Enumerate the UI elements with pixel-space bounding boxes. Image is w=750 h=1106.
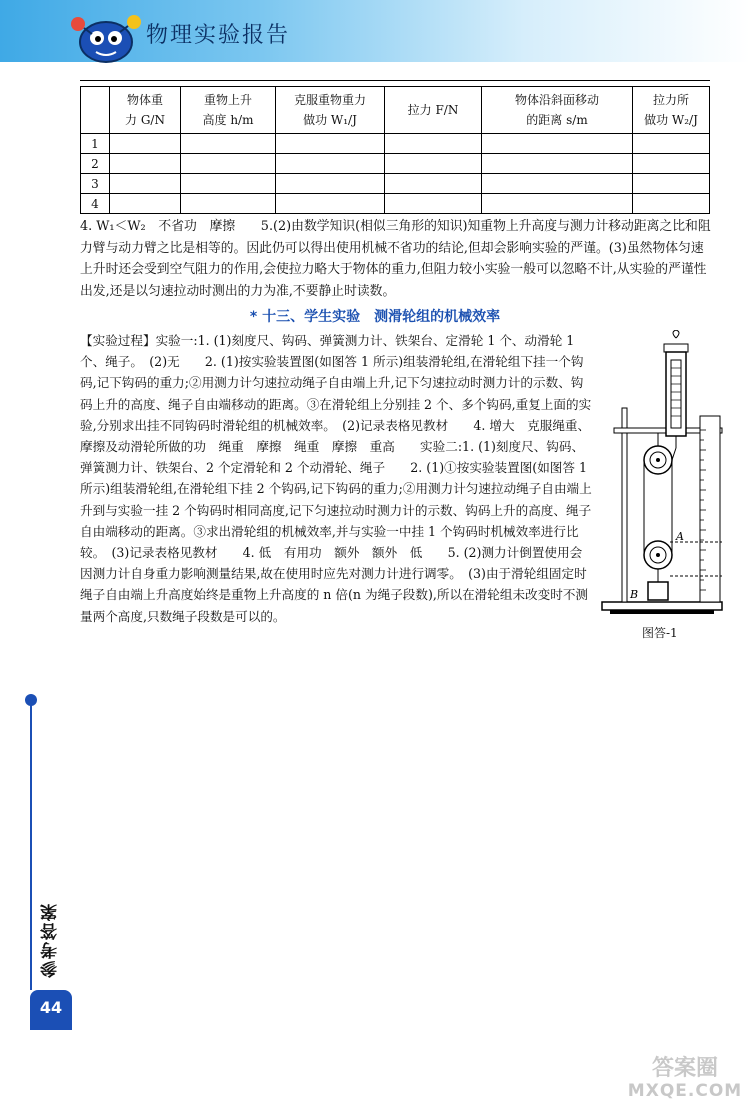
page-header-title: 物理实验报告: [146, 23, 291, 48]
page-number: 44: [39, 998, 63, 1017]
watermark-url: MXQE.COM: [627, 1081, 743, 1101]
table-header-label: 克服重物重力 做功 W₁/J: [293, 93, 366, 127]
mascot-logo: [66, 6, 148, 68]
sidebar-line: [30, 700, 32, 990]
table-header-cell: [633, 87, 710, 134]
table-row: [81, 154, 710, 174]
table-header-cell: [110, 87, 181, 134]
row-number: 2: [81, 154, 110, 174]
row-number: 3: [81, 174, 110, 194]
table-header-label: 物体沿斜面移动 的距离 s/m: [514, 93, 599, 127]
table-row: [81, 194, 710, 214]
table-header-cell: [385, 87, 482, 134]
table-header-label: 重物上升 高度 h/m: [202, 93, 254, 127]
table-header-cell: [181, 87, 276, 134]
row-number: 1: [81, 134, 110, 154]
figure-caption: 图答-1: [642, 626, 678, 640]
table-header-cell: [276, 87, 385, 134]
answer-paragraph-1: 4. W₁＜W₂ 不省功 摩擦 5.(2)由数学知识(相似三角形的知识)知重物上升高度与测力计移动距离之比和阻力臂与动力臂之比是相等的。因此仍可以得出使用机械不省功的结论,但却会影响实验的严谨。(3)虽然物体匀速上升时还会受到空气阻力的作用,会使拉力略大于物体的重力,但阻力较小实验一般可以忽略不计,从实验的严谨性出发,还是以匀速拉动时测出的力为准,不要静止时读数。: [80, 219, 711, 299]
watermark: [620, 1058, 750, 1102]
table-header-cell: [482, 87, 633, 134]
figure-label-b: B: [630, 588, 639, 601]
table-header-row: [81, 87, 710, 134]
header-rule: [80, 80, 710, 81]
table-header-label: 拉力 F/N: [407, 103, 459, 117]
table-header-label: 物体重 力 G/N: [125, 93, 165, 127]
data-table: [80, 86, 710, 214]
table-header-label: 拉力所 做功 W₂/J: [644, 93, 698, 127]
answer-paragraph-2: 【实验过程】实验一:1. (1)刻度尺、钩码、弹簧测力计、铁架台、定滑轮 1 个、动滑轮 1 个、绳子。 (2)无 2. (1)按实验装置图(如图答 1 所示)组装滑轮组,在滑轮组下挂一个钩码,记下钩码的重力;②用测力计匀速拉动绳子自由端上升,记下匀速拉动时测力计的示数、钩码上升的高度、绳子自由端移动的距离。③在滑轮组上分别挂 2 个、多个钩码,重复上面的实验,分别求出挂不同钩码时滑轮组的机械效率。 (2)记录表格见教材 4. 增大 克服绳重、摩擦及动滑轮所做的功 绳重 摩擦 绳重 摩擦 重高 实验二:1. (1)刻度尺、钩码、弹簧测力计、铁架台、2 个定滑轮和 2 个动滑轮、绳子 2. (1)①按实验装置图(如图答 1 所示)组装滑轮组,在滑轮组下挂 2 个钩码,记下钩码的重力;②用测力计匀速拉动绳子自由端上升到与实验一挂 2 个钩码时相同高度,记下匀速拉动时测力计的示数、钩码上升的高度、绳子自由端移动的距离。③求出滑轮组的机械效率,并与实验一中挂 1 个钩码时机械效率进行比较。 (3)记录表格见教材 4. 低 有用功 额外 额外 低 5. (2)测力计倒置使用会因测力计自身重力影响测量结果,故在使用时应先对测力计进行调零。 (3)由于滑轮组固定时绳子自由端上升高度始终是重物上升高度的 n 倍(n 为绳子段数),所以在滑轮组未改变时不测量两个高度,只数绳子段数是可以的。: [80, 333, 592, 624]
pulley-apparatus-figure: [600, 330, 725, 620]
table-row: [81, 174, 710, 194]
section-title: * 十三、学生实验 测滑轮组的机械效率: [249, 309, 501, 325]
table-header-cell: [81, 87, 110, 134]
table-row: [81, 134, 710, 154]
row-number: 4: [81, 194, 110, 214]
figure-label-a: A: [676, 530, 684, 543]
sidebar-label: 参考答案: [41, 902, 61, 978]
watermark-text: 答案圈: [651, 1056, 718, 1081]
